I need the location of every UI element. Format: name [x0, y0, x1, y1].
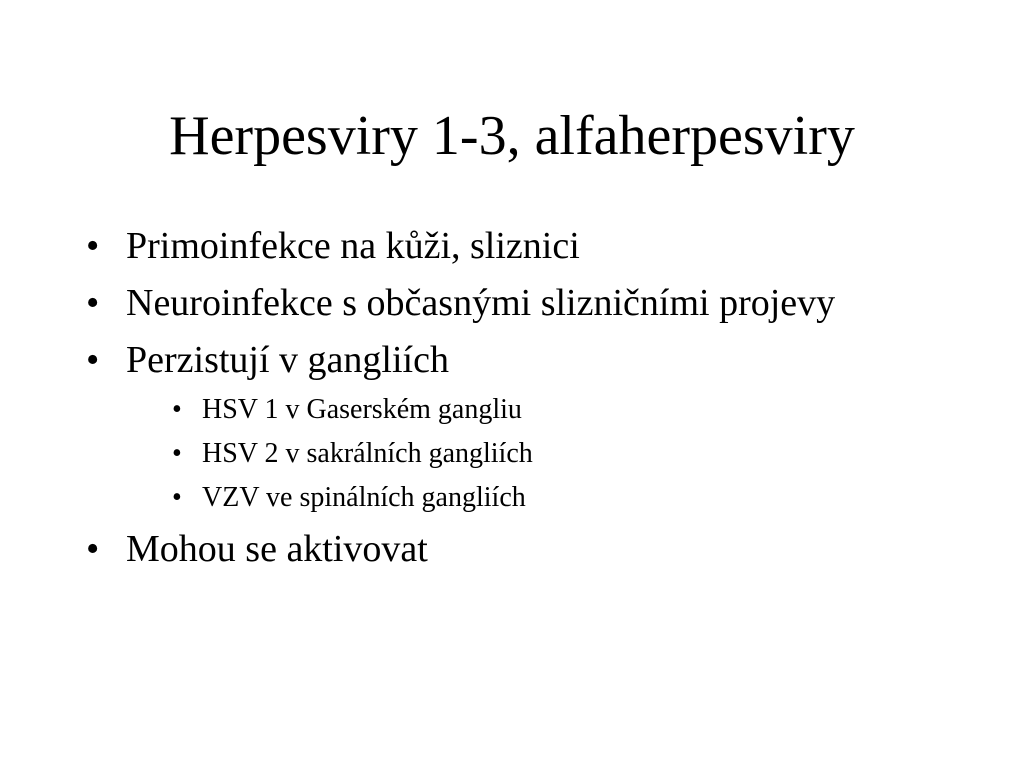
- bullet-text: Mohou se aktivovat: [126, 528, 428, 570]
- sub-bullet-text: HSV 2 v sakrálních gangliích: [202, 438, 533, 469]
- bullet-dot: •: [86, 225, 100, 267]
- bullet-item: [86, 281, 906, 326]
- sub-bullet-item: [172, 481, 906, 515]
- sub-bullet-item: [172, 437, 906, 471]
- bullet-text: Primoinfekce na kůži, sliznici: [126, 225, 580, 267]
- bullet-item: [86, 338, 906, 515]
- bullet-list: [86, 224, 906, 584]
- sub-bullet-text: HSV 1 v Gaserském gangliu: [202, 394, 522, 425]
- sub-bullet-list: [126, 393, 906, 515]
- bullet-dot: •: [86, 339, 100, 381]
- sub-bullet-dot: •: [172, 438, 182, 469]
- slide-title: Herpesviry 1-3, alfaherpesviry: [169, 105, 855, 167]
- sub-bullet-text: VZV ve spinálních gangliích: [202, 482, 526, 513]
- bullet-text: Perzistují v gangliích: [126, 339, 449, 381]
- sub-bullet-dot: •: [172, 482, 182, 513]
- bullet-dot: •: [86, 528, 100, 570]
- sub-bullet-dot: •: [172, 394, 182, 425]
- bullet-dot: •: [86, 282, 100, 324]
- sub-bullet-item: [172, 393, 906, 427]
- bullet-item: [86, 224, 906, 269]
- bullet-item: [86, 527, 906, 572]
- bullet-text: Neuroinfekce s občasnými slizničními projevy: [126, 282, 836, 324]
